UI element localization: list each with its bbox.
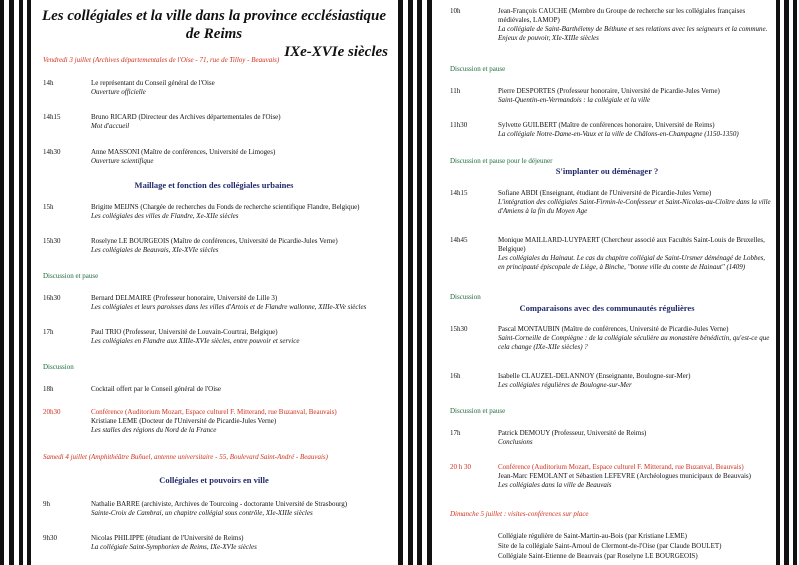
item-topic: Conclusions — [498, 438, 533, 446]
discussion-label: Discussion — [450, 293, 481, 301]
section-heading: Comparaisons avec des communautés régulières — [519, 303, 695, 313]
discussion-label: Discussion et pause — [43, 272, 99, 280]
item-topic: Ouverture scientifique — [91, 157, 154, 165]
item-time: 14h45 — [450, 236, 468, 244]
item-time: 15h — [43, 203, 54, 211]
item-time: 9h30 — [43, 534, 57, 542]
item-topic: Les collégiales de Beauvais, XIe-XVIe siècles — [91, 246, 219, 254]
border-stripe — [0, 0, 4, 565]
item-speaker: Nathalie BARRE (archiviste, Archives de Tourcoing - doctorante Université de Strasbourg) — [91, 500, 348, 508]
item-topic: Ouverture officielle — [91, 88, 146, 96]
day-heading: Vendredi 3 juillet (Archives départementales de l'Oise - 71, rue de Tilloy - Beauvais) — [43, 56, 280, 64]
discussion-label: Discussion et pause pour le déjeuner — [450, 157, 553, 165]
item-speaker: Patrick DEMOUY (Professeur, Université de Reims) — [498, 429, 647, 437]
item-speaker: Anne MASSONI (Maître de conférences, Université de Limoges) — [91, 148, 276, 156]
item-speaker: Sofiane ABDI (Enseignant, étudiant de l'Université de Picardie-Jules Verne) — [498, 189, 712, 197]
item-speaker: Paul TRIO (Professeur, Université de Louvain-Courtrai, Belgique) — [91, 328, 278, 336]
item-topic: Sainte-Croix de Cambrai, un chapitre collégial sous contrôle, XIe-XIIIe siècles — [91, 509, 313, 517]
item-time: 20h30 — [43, 408, 61, 416]
item-speaker: Pierre DESPORTES (Professeur honoraire, Université de Picardie-Jules Verne) — [498, 87, 720, 95]
item-speaker: Bruno RICARD (Directeur des Archives départementales de l'Oise) — [91, 113, 281, 121]
item-time: 17h — [450, 429, 461, 437]
item-speaker: Sylvette GUILBERT (Maître de conférences honoraire, Université de Reims) — [498, 121, 715, 129]
item-speaker: Jean-François CAUCHE (Membre du Groupe de recherche sur les collégiales françaises médiévales, LAMOP) — [498, 7, 746, 24]
item-time: 10h — [450, 7, 461, 15]
item-speaker: Le représentant du Conseil général de l'Oise — [91, 79, 215, 87]
visit-item: Collégiale régulière de Saint-Martin-au-Bois (par Kristiane LEME) — [498, 532, 687, 540]
discussion-label: Discussion et pause — [450, 407, 506, 415]
border-stripe — [427, 0, 432, 565]
item-time: 15h30 — [43, 237, 61, 245]
item-topic: Les collégiales dans la ville de Beauvais — [498, 481, 612, 489]
discussion-label: Discussion et pause — [450, 65, 506, 73]
item-time: 9h — [43, 500, 50, 508]
item-time: 16h — [450, 372, 461, 380]
border-stripe — [9, 0, 14, 565]
item-topic: Les collégiales et leurs paroisses dans les villes d'Artois et de Flandre wallonne, XIIIe-XVe siècles — [91, 303, 367, 311]
border-stripe — [417, 0, 422, 565]
item-speaker: Jean-Marc FEMOLANT et Sébastien LEFEVRE (Archéologues municipaux de Beauvais) — [498, 472, 751, 480]
page-title: Les collégiales et la ville dans la province ecclésiastique de Reims — [41, 8, 387, 42]
item-topic: Les collégiales en Flandre aux XIIIe-XVIe siècles, entre pouvoir et service — [91, 337, 300, 345]
visit-item: Site de la collégiale Saint-Arnoul de Clermont-de-l'Oise (par Claude BOULET) — [498, 542, 722, 550]
item-topic: Les collégiales des villes de Flandre, Xe-XIIe siècles — [91, 212, 239, 220]
item-topic: La collégiale Saint-Symphorien de Reims, IXe-XVIe siècles — [91, 543, 257, 551]
item-speaker: Kristiane LEME (Docteur de l'Université de Picardie-Jules Verne) — [91, 417, 277, 425]
item-topic: La collégiale Notre-Dame-en-Vaux et la ville de Châlons-en-Champagne (1150-1350) — [498, 130, 739, 138]
item-topic: La collégiale de Saint-Barthélemy de Béthune et ses relations avec les seigneurs et la commune. Enjeux de pouvoir, XIe-XIIIe siècles — [498, 25, 768, 42]
item-topic: Les collégiales du Hainaut. Le cas du chapitre collégial de Saint-Ursmer déménagé de Lobbes, en principauté épiscopale de Liège, à Binche, "bonne ville du comte de Hainaut" (1409) — [498, 254, 766, 271]
item-time: 14h — [43, 79, 54, 87]
item-speaker: Isabelle CLAUZEL-DELANNOY (Enseignante, Boulogne-sur-Mer) — [498, 372, 691, 380]
border-stripe — [793, 0, 797, 565]
item-time: 20 h 30 — [450, 463, 471, 471]
border-stripe — [398, 0, 403, 565]
item-topic: Les collégiales régulières de Boulogne-sur-Mer — [498, 381, 632, 389]
item-speaker: Pascal MONTAUBIN (Maître de conférences, Université de Picardie-Jules Verne) — [498, 325, 729, 333]
item-speaker: Roselyne LE BOURGEOIS (Maître de conférences, Université de Picardie-Jules Verne) — [91, 237, 338, 245]
item-speaker: Monique MAILLARD-LUYPAERT (Chercheur associé aux Facultés Saint-Louis de Bruxelles, Belgique) — [498, 236, 765, 253]
item-time: 14h15 — [43, 113, 61, 121]
item-topic: Mot d'accueil — [91, 122, 130, 130]
item-topic: Saint-Quentin-en-Vermandois : la collégiale et la ville — [498, 96, 651, 104]
border-stripe — [776, 0, 780, 565]
item-topic: L'intégration des collégiales Saint-Firmin-le-Confesseur et Saint-Nicolas-au-Cloître dans la ville d'Amiens à la fin du Moyen Age — [498, 198, 771, 215]
item-speaker: Nicolas PHILIPPE (étudiant de l'Université de Reims) — [91, 534, 244, 542]
item-time: 11h — [450, 87, 461, 95]
item-event: Conférence (Auditorium Mozart, Espace culturel F. Mitterand, rue Buzanval, Beauvais) — [498, 463, 744, 471]
day-heading: Samedi 4 juillet (Amphithéâtre Buñuel, antenne universitaire - 55, Boulevard Saint-André - Beauvais) — [43, 453, 328, 461]
item-speaker: Bernard DELMAIRE (Professeur honoraire, Université de Lille 3) — [91, 294, 278, 302]
visit-item: Collégiale Saint-Etienne de Beauvais (par Roselyne LE BOURGEOIS) — [498, 552, 698, 560]
item-time: 14h30 — [43, 148, 61, 156]
day-heading: Dimanche 5 juillet : visites-conférences sur place — [450, 510, 589, 518]
section-heading: S'implanter ou déménager ? — [555, 166, 659, 176]
page-subtitle: IXe-XVIe siècles — [284, 44, 388, 60]
border-stripe — [408, 0, 413, 565]
program-right-column — [441, 0, 773, 565]
border-stripe — [19, 0, 23, 565]
item-speaker: Cocktail offert par le Conseil général de l'Oise — [91, 385, 222, 393]
item-time: 11h30 — [450, 121, 468, 129]
item-speaker: Brigitte MEIJNS (Chargée de recherches du Fonds de recherche scientifique Flandre, Belgique) — [91, 203, 360, 211]
section-heading: Maillage et fonction des collégiales urbaines — [134, 180, 294, 190]
item-time: 18h — [43, 385, 54, 393]
border-stripe — [784, 0, 789, 565]
item-time: 16h30 — [43, 294, 61, 302]
item-time: 17h — [43, 328, 54, 336]
item-topic: Saint-Corneille de Compiègne : de la collégiale séculière au monastère bénédictin, qu'est-ce que cela change (IXe-XIIe siècles) ? — [498, 334, 770, 351]
border-stripe — [27, 0, 31, 565]
item-time: 15h30 — [450, 325, 468, 333]
item-event: Conférence (Auditorium Mozart, Espace culturel F. Mitterand, rue Buzanval, Beauvais) — [91, 408, 337, 416]
item-topic: Les stalles des régions du Nord de la France — [91, 426, 217, 434]
item-time: 14h15 — [450, 189, 468, 197]
discussion-label: Discussion — [43, 363, 74, 371]
program-left-column — [34, 0, 394, 565]
section-heading: Collégiales et pouvoirs en ville — [159, 475, 269, 485]
